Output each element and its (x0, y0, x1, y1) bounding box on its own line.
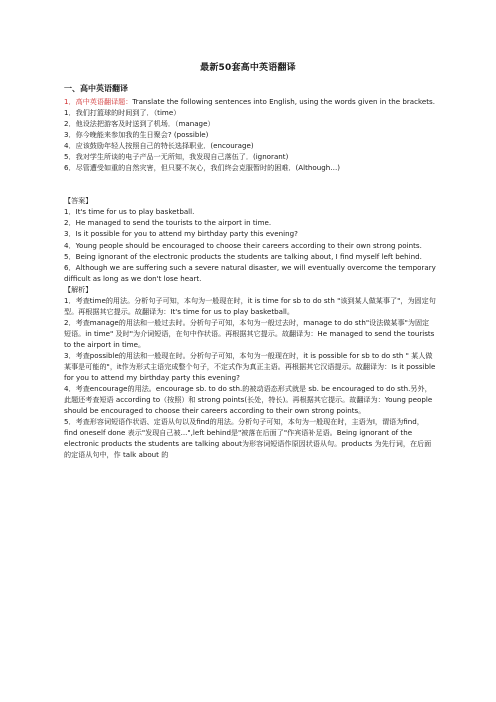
answer-item: 3．Is it possible for you to attend my birthday party this evening? (64, 229, 298, 239)
question-label: 高中英语翻译题： (75, 97, 133, 106)
analysis-item: 1．考查time的用法。分析句子可知，本句为一般现在时，it is time for sb to do sth "该到某人做某事了"，为固定句型。再根据其它提示。故翻译为：It's time for us to play basketball。 (64, 295, 436, 316)
question-item: 4．应该鼓励年轻人按照自己的特长选择职业．(encourage) (64, 141, 254, 151)
answer-item: 4．Young people should be encouraged to choose their careers according to their own strong points. (64, 240, 422, 250)
spacer (64, 173, 436, 184)
question-instruction (64, 96, 436, 107)
question-item: 2．他设法把游客及时送到了机场．（manage） (64, 119, 215, 129)
answer-item: 5．Being ignorant of the electronic products the students are talking about, I find myself left behind. (64, 251, 422, 261)
document-body (64, 83, 436, 460)
answer-item: 6．Although we are suffering such a severe natural disaster, we will eventually overcome the temporary difficult as long as we don't lose heart. (64, 262, 436, 283)
answer-heading: 【答案】 (64, 196, 93, 206)
analysis-item: 5．考查形容词短语作状语、定语从句以及find的用法。分析句子可知，本句为一般现在时，主语为I，谓语为find， find oneself done 表示"发现自己被...",left behind是"被落在后面了"作宾语补足语。Being ignorant of the electronic products the students are talking about为形容词短语作原因状语从句。products 为先行词，在后面的定语从句中，作 talk about 的 (64, 417, 432, 460)
section-heading: 一、高中英语翻译 (64, 84, 128, 93)
analysis-item: 3．考查possible的用法和一般现在时。分析句子可知，本句为一般现在时，it is possible for sb to do sth " 某人做某事是可能的"，it作为形式主语完成整个句子，不定式作为真正主语。再根据其它汉语提示。故翻译为：Is it possible for you to attend my birthday party this evening? (64, 350, 436, 383)
answer-item: 1．It's time for us to play basketball. (64, 207, 195, 217)
question-number: 1． (64, 97, 76, 106)
question-item: 1．我们打篮球的时间到了．（time） (64, 108, 181, 118)
question-instruction-text: Translate the following sentences into English, using the words given in the brackets. (132, 97, 435, 106)
answer-item: 2．He managed to send the tourists to the airport in time. (64, 218, 272, 228)
question-item: 3．你今晚能来参加我的生日聚会? (possible) (64, 130, 209, 140)
spacer (64, 184, 436, 195)
analysis-item: 4．考查encourage的用法。encourage sb. to do sth.的被动语态形式就是 sb. be encouraged to do sth.另外，此题还考查短语 according to（按照）和 strong points(长处，特长)。再根据其它提示。故翻译为：Young people should be encouraged to choose their careers according to their own strong points。 (64, 384, 433, 416)
document-title: 最新50套高中英语翻译 (200, 63, 296, 73)
question-item: 6．尽管遭受如重的自然灾害，但只要不灰心，我们终会克服暂时的困难．(Although…) (64, 163, 341, 173)
analysis-item: 2．考查manage的用法和一般过去时。分析句子可知，本句为一般过去时，manage to do sth"设法做某事"为固定短语。in time" 及时"为介词短语，在句中作状语。再根据其它提示。故翻译为：He managed to send the tourists to the airport in time。 (64, 317, 435, 349)
analysis-heading: 【解析】 (64, 284, 93, 294)
question-item: 5．我对学生所谈的电子产品一无所知，我发现自己落伍了．(ignorant) (64, 152, 289, 162)
